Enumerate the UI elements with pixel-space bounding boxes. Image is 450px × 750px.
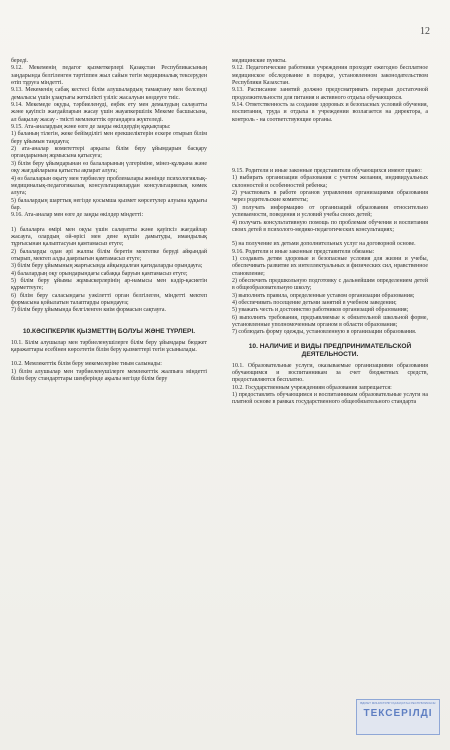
- right-column-russian: [232, 58, 428, 407]
- left-column-kazakh: [11, 58, 207, 383]
- stamp-big-text: ТЕКСЕРІЛДІ: [363, 707, 433, 719]
- paragraph: медицинские пункты.: [232, 58, 287, 64]
- paragraph: 2) участвовать в работе органов управления организациями образования через родительские комитеты;: [232, 190, 428, 204]
- paragraph: 6) білім беру саласындағы уәкілетті орган белгілеген, міндетті мектеп формасына қойылатын талаптарды орындауға;: [11, 292, 207, 306]
- paragraph: 3) білім беру ұйымының жарғысында айқындалған қағидаларды орындауға;: [11, 263, 203, 270]
- paragraph: 4) обеспечивать посещение детьми занятий в учебном заведении;: [232, 299, 397, 306]
- paragraph: 9.16. Родители и иные законные представители обязаны:: [232, 248, 375, 255]
- paragraph: 1) предоставлять обучающимся и воспитанникам образовательные услуги на платной основе в рамках государственного общеобязательного стандарта: [232, 392, 428, 406]
- paragraph: 9.12. Педагогические работники учреждения проходят ежегодно бесплатное медицинское обследование в порядке, установленном законодательством Республики Казахстан.: [232, 65, 428, 87]
- paragraph: 5) уважать честь и достоинство работников организаций образования;: [232, 307, 409, 314]
- paragraph: 10.2. Государственным учреждениям образования запрещается:: [232, 384, 392, 391]
- paragraph: 9.13. Мекеменің сабақ кестесі білім алушылардың тамақтану мен белсенді демалысы үшін ұзақтығы жеткілікті үзіліс жасалуын көздеуге тиіс.: [11, 87, 207, 101]
- paragraph: 4) балалардың оқу орындарындағы сабаққа баруын қамтамасыз етуге;: [11, 270, 188, 277]
- paragraph: 10.2. Мемлекеттік білім беру мекемелеріне тиым салынады:: [11, 361, 162, 368]
- stamp-small-text: ӘДІЛЕТ МИНИСТРЛІГІ ҚАЗАҚСТАН РЕСПУБЛИКАСЫ: [360, 701, 436, 705]
- paragraph: 3) получать информацию от организаций образования относительно успеваемости, поведения и условий учебы своих детей;: [232, 204, 428, 219]
- paragraph: 2) балаларды одан әрі жалпы білім беретін мектепке беруді айқындай отырып, мектеп алды даярлығын қамтамасыз етуге;: [11, 248, 207, 262]
- paragraph: 10.1. Образовательные услуги, оказываемые организациями образования обучающимся и воспитанникам за счет бюджетных средств, предоставляются бесплатно.: [232, 362, 428, 384]
- paragraph: 4) өз балаларын оқыту мен тәрбиелеу проблемалары жөнінде психологиялық-медициналық-педагогикалық консультациялардан консультациялық көмек алуға;: [11, 175, 208, 197]
- paragraph: 9.15. Родители и иные законные представители обучающихся имеют право:: [232, 168, 422, 175]
- page-number: 12: [420, 26, 430, 37]
- paragraph: 9.15. Ата-аналардың және өзге де заңды өкілдердің құқықтары:: [11, 124, 171, 131]
- paragraph: 3) білім беру ұйымдарынан өз балаларының үлгеріміне, мінез-құлқына және оқу жағдайларына қатысты ақпарат алуға;: [11, 160, 207, 175]
- paragraph: 7) соблюдать форму одежды, установленную в организации образования.: [232, 329, 417, 336]
- paragraph: 2) обеспечить предшкольную подготовку с дальнейшим определением детей в общеобразовательную школу;: [232, 277, 428, 292]
- section-heading: 10. НАЛИЧИЕ И ВИДЫ ПРЕДПРИНИМАТЕЛЬСКОЙ ДЕЯТЕЛЬНОСТИ.: [248, 342, 412, 358]
- paragraph: 9.16. Ата-аналар мен өзге де заңды өкілдер міндетті:: [11, 212, 144, 219]
- left-paragraphs: [11, 58, 207, 315]
- paragraph: 9.13. Расписание занятий должно предусматривать перерыв достаточной продолжительности для питания и активного отдыха обучающихся.: [232, 87, 428, 101]
- paragraph: 5) на получение их детьми дополнительных услуг на договорной основе.: [232, 241, 416, 248]
- section-heading: 10.КӘСІПКЕРЛІК ҚЫЗМЕТТІҢ БОЛУЫ ЖӘНЕ ТҮРЛЕРІ.: [22, 327, 196, 335]
- paragraph: 9.12. Мекеменің педагог қызметкерлері Қазақстан Республикасының заңдарында белгіленген тәртіппен жыл сайын тегін медициналық тексеруден өтіп тұруға міндетті.: [11, 65, 207, 87]
- paragraph: 5) балалардың шарттық негізде қосымша қызмет көрсетулер алуына құқығы бар.: [11, 197, 207, 211]
- paragraph: 3) выполнять правила, определенные уставом организации образования;: [232, 292, 415, 299]
- paragraph: 1) баланың тілегін, жеке бейімділігі мен ерекшеліктерін ескере отырып білім беру ұйымын таңдауға;: [11, 131, 207, 145]
- paragraph: 1) создавать детям здоровые и безопасные условия для жизни и учебы, обеспечивать развитие их интеллектуальных и физических сил, нравственное становление;: [232, 255, 428, 277]
- paragraph: 9.14. Ответственность за создание здоровых и безопасных условий обучения, воспитания, труда и отдыха в учреждении возлагается на директора, а контроль - на соответствующие органы.: [232, 102, 428, 123]
- paragraph: 1) білім алушылар мен тәрбиеленушілерге мемлекеттік жалпыға міндетті білім беру стандарттары шеңберінде ақылы негізде білім беру: [11, 368, 207, 383]
- paragraph: 7) білім беру ұйымында белгіленген киім формасын сақтауға.: [11, 307, 166, 314]
- paragraph: 10.1. Білім алушылар мен тәрбиеленушілерге білім беру ұйымдары бюджет қаражаттары есебінен көрсететін білім беру қызметтері тегін ұсынылады.: [11, 339, 207, 354]
- paragraph: 9.14. Мекемеде оқуды, тәрбиеленуді, еңбек ету мен демалудың салауатты және қауіпсіз жағдайларын жасау үшін жауапкершілік Мекеме басшысына, ал бақылау жасау - тиісті мемлекеттік органдарға жүктеледі.: [11, 102, 207, 123]
- paragraph: 1) балаларға өмірі мен оқуы үшін салауатты және қауіпсіз жағдайлар жасауға, олардың ой-өрісі мен дене күшін дамытуды, имандылық тұрғысынан қалыптасуын қамтамасыз етуге;: [11, 226, 207, 248]
- paragraph: 5) білім беру ұйымы жұмыскерлерінің ар-намысы мен кәдір-қасиетін құрметтеуге;: [11, 277, 207, 292]
- paragraph: 2) ата-аналар комитеттері арқылы білім беру ұйымдарын басқару органдарының жұмысына қатысуға;: [11, 146, 207, 160]
- paragraph: 6) выполнять требования, предъявляемые к обязательной школьной форме, установленные уполномоченным органом в области образования;: [232, 314, 428, 328]
- paragraph: 1) выбирать организации образования с учетом желания, индивидуальных склонностей и особенностей ребенка;: [232, 175, 428, 189]
- verification-stamp: [356, 699, 440, 735]
- paragraph: 4) получать консультативную помощь по проблемам обучения и воспитания своих детей в психолого-медико-педагогических консультациях;: [232, 219, 428, 233]
- paragraph: береді.: [11, 58, 29, 64]
